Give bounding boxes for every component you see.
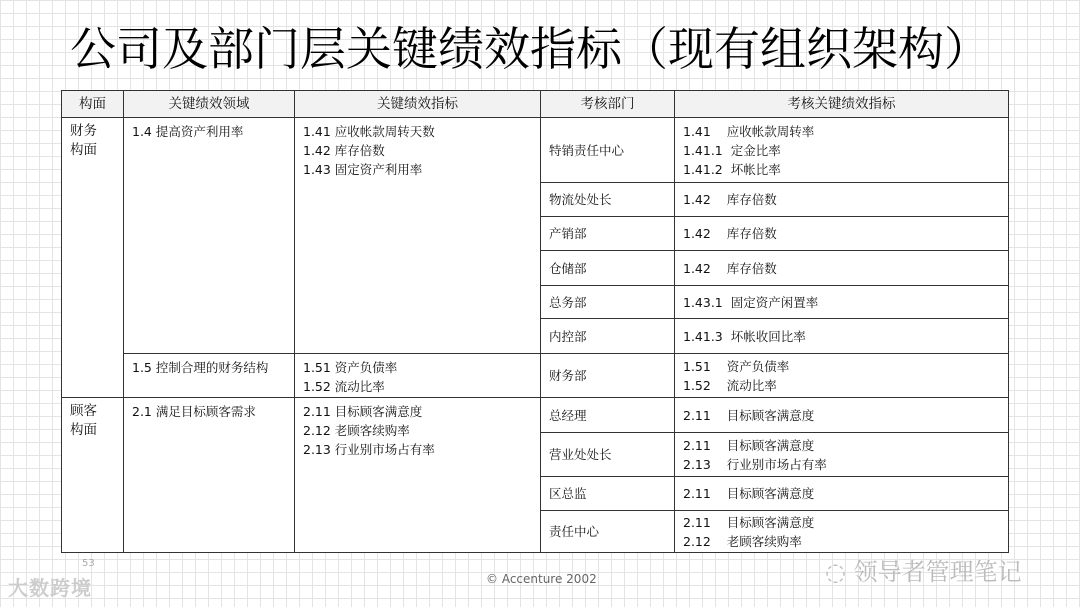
indicator-item: 1.51 资产负债率 [303,360,398,375]
header-dept-kpi: 考核关键绩效指标 [675,91,1009,118]
dept-kpi-item: 1.41 应收帐款周转率 [683,123,815,139]
indicator-item: 2.13 行业别市场占有率 [303,442,435,457]
area-cell: 2.1 满足目标顾客需求 [124,398,295,553]
dept-kpi-cell [675,433,1009,477]
dept-kpi-item: 1.41.2 坏帐比率 [683,161,781,177]
dept-kpi-item: 1.51 资产负债率 [683,358,790,374]
indicator-item: 2.11 目标顾客满意度 [303,404,423,419]
page-title: 公司及部门层关键绩效指标（现有组织架构） [70,22,990,76]
watermark-right: ◌ 领导者管理笔记 [825,558,1022,586]
table-row [62,398,1009,433]
dept-kpi-cell [675,511,1009,553]
dept-cell: 区总监 [541,477,675,511]
dept-kpi-item: 1.42 库存倍数 [683,260,777,276]
dept-kpi-item: 2.12 老顾客续购率 [683,533,802,549]
indicator-cell [295,118,541,354]
dept-cell: 内控部 [541,319,675,354]
dept-kpi-item: 1.41.3 坏帐收回比率 [683,328,806,344]
indicator-item: 1.42 库存倍数 [303,143,385,158]
facet-cell: 顾客 构面 [62,398,124,553]
dept-kpi-item: 2.11 目标顾客满意度 [683,514,815,530]
dept-kpi-cell [675,477,1009,511]
dept-cell: 营业处处长 [541,433,675,477]
kpi-table [61,90,1009,553]
dept-kpi-item: 2.11 目标顾客满意度 [683,486,815,501]
page-number: 53 [82,558,95,569]
dept-kpi-item: 1.43.1 固定资产闲置率 [683,294,819,310]
dept-cell: 总务部 [541,286,675,319]
header-area: 关键绩效领域 [124,91,295,118]
dept-kpi-item: 1.41.1 定金比率 [683,142,781,158]
dept-kpi-item: 2.13 行业别市场占有率 [683,456,827,472]
indicator-cell [295,354,541,398]
indicator-item: 1.43 固定资产利用率 [303,162,423,177]
dept-kpi-cell [675,319,1009,354]
dept-cell: 产销部 [541,217,675,251]
dept-kpi-item: 1.52 流动比率 [683,377,777,393]
indicator-cell [295,398,541,553]
dept-kpi-item: 1.42 库存倍数 [683,192,777,207]
facet-cell: 财务 构面 [62,118,124,398]
watermark-left: 大数跨境 [8,576,92,600]
dept-kpi-cell [675,398,1009,433]
header-facet: 构面 [62,91,124,118]
indicator-item: 2.12 老顾客续购率 [303,423,410,438]
dept-cell: 总经理 [541,398,675,433]
dept-kpi-cell [675,183,1009,217]
area-cell: 1.4 提高资产利用率 [124,118,295,354]
header-dept: 考核部门 [541,91,675,118]
dept-kpi-cell [675,286,1009,319]
copyright-footer: © Accenture 2002 [486,572,597,586]
dept-cell: 特销责任中心 [541,118,675,183]
table-row [62,354,1009,398]
area-cell: 1.5 控制合理的财务结构 [124,354,295,398]
dept-cell: 责任中心 [541,511,675,553]
dept-kpi-cell [675,251,1009,286]
dept-kpi-item: 2.11 目标顾客满意度 [683,437,815,453]
wechat-icon: ◌ [825,558,854,586]
dept-kpi-item: 2.11 目标顾客满意度 [683,407,815,423]
header-indicator: 关键绩效指标 [295,91,541,118]
dept-cell: 财务部 [541,354,675,398]
indicator-item: 1.52 流动比率 [303,379,385,394]
dept-kpi-cell [675,354,1009,398]
table-header-row [62,91,1009,118]
dept-kpi-cell [675,118,1009,183]
dept-cell: 仓储部 [541,251,675,286]
table-row [62,118,1009,183]
dept-kpi-cell [675,217,1009,251]
dept-cell: 物流处处长 [541,183,675,217]
dept-kpi-item: 1.42 库存倍数 [683,226,777,241]
indicator-item: 1.41 应收帐款周转天数 [303,124,435,139]
